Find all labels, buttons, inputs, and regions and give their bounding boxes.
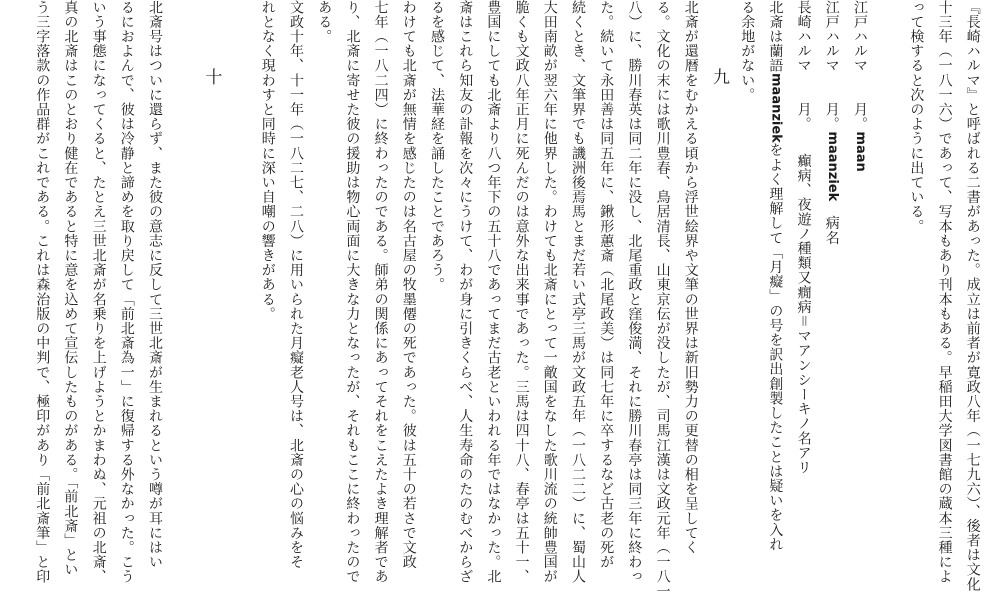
text-column: 豊国にしても北斎より八つ年下の五十八であってまだ古老といわれる年ではなかった。北 xyxy=(485,0,502,584)
text-column: 八）に、勝川春英は同二年に没し、北尾重政と窪俊満、それに勝川春亭は同三年に終わっ xyxy=(626,0,643,584)
text-run: 北斎は蘭語 xyxy=(767,0,784,73)
text-column: 斎はこれら知友の訃報を次々にうけて、わが身に引きくらべ、人生寿命のたのむべからざ xyxy=(457,0,474,584)
text-column: 十三年（一八一六）であって、写本もあり刊本もある。早稲田大学図書館の蔵本三種によ xyxy=(936,0,953,584)
text-column: る。文化の末には歌川豊春、鳥居清長、山東京伝が没したが、司馬江漢は文政元年（一八一 xyxy=(654,0,671,599)
text-column: う三字落款の作品群がこれである。これは森治版の中判で、極印があり「前北斎筆」と印 xyxy=(34,0,51,584)
text-column: 七年（一八二四）に終わったのである。師弟の関係にあってそれをこえたよき理解者であ xyxy=(372,0,389,584)
section-heading: 十 xyxy=(201,0,222,85)
dutch-term: maanziek xyxy=(824,131,840,202)
text-column xyxy=(821,0,843,245)
text-column xyxy=(764,0,786,552)
text-run: をよく理解して「月癡」の号を訳出創製したことは疑いを入れ xyxy=(767,142,784,552)
dutch-term: maanziek xyxy=(768,73,784,143)
text-column: た。続いて永田善は同五年に、鍬形蕙斎（北尾政美）は同七年に卒するなど古老の死が xyxy=(598,0,615,570)
text-column: 北斎号はついに還らず、また彼の意志に反して三世北斎が生まれるという噂が耳にはい xyxy=(147,0,163,570)
text-column xyxy=(849,0,871,172)
text-column: わけても北斎が無情を感じたのは名古屋の牧墨僊の死であった。彼は五十の若さで文政 xyxy=(400,0,417,570)
text-run: 病名 xyxy=(823,201,840,246)
text-column: 文政十年、十一年（一八二七、二八）に用いられた月癡老人号は、北斎の心の悩みをそ xyxy=(288,0,304,570)
text-column: って検すると次のように出ている。 xyxy=(908,0,925,234)
text-column: れとなく現わすと同時に深い自嘲の響きがある。 xyxy=(259,0,276,322)
section-heading: 九 xyxy=(709,0,729,85)
text-column: 真の北斎はこのとおり健在であると特に意を込めて宣伝したものがある。「前北斎」とい xyxy=(62,0,79,577)
text-column: ある。 xyxy=(316,0,333,44)
text-column: いう事態になってくると、たとえ三世北斎が名乗りを上げようとかまわぬ、元祖の北斎、 xyxy=(90,0,107,584)
dutch-term: maan xyxy=(853,131,868,172)
text-column: 『長崎ハルマ』と呼ばれる二書があった。成立は前者が寛政八年（一七九六）、後者は文化 xyxy=(964,0,981,592)
text-run: 江戸ハルマ 月。 xyxy=(852,0,868,132)
text-column: り、北斎に寄せた彼の援助は物心両面に大きな力となったが、それもここに終わったので xyxy=(344,0,361,584)
text-column: る余地がない。 xyxy=(739,0,756,103)
text-column: るにおよんで、彼は冷静と諦めを取り戻して「前北斎為一」に復帰する外なかった。こう xyxy=(118,0,135,584)
text-column: 続くとき、文筆界でも譏洲後焉馬とまだ若い式亭三馬が文政五年（一八二二）に、蜀山人 xyxy=(570,0,586,584)
text-column: 長崎ハルマ 月。 癲病、夜遊ノ種類又癇病＝マアンシーキノ名アリ xyxy=(795,0,812,475)
text-column: 大田南畝が翌六年に他界した。わけても北斎にとって一敵国をなした歌川流の統帥豊国が xyxy=(541,0,558,584)
text-column: 北斎が還暦をむかえる頃から浮世絵界や文筆の世界は新旧勢力の更替の相を呈してく xyxy=(682,0,699,555)
text-column: 脆くも文政八年正月に死んだのは意外な出来事であった。三馬は四十八、春亭は五十一、 xyxy=(513,0,530,584)
text-column: るを感じて、法華経を誦したことであろう。 xyxy=(429,0,445,292)
text-run: 江戸ハルマ 月。 xyxy=(823,0,840,132)
